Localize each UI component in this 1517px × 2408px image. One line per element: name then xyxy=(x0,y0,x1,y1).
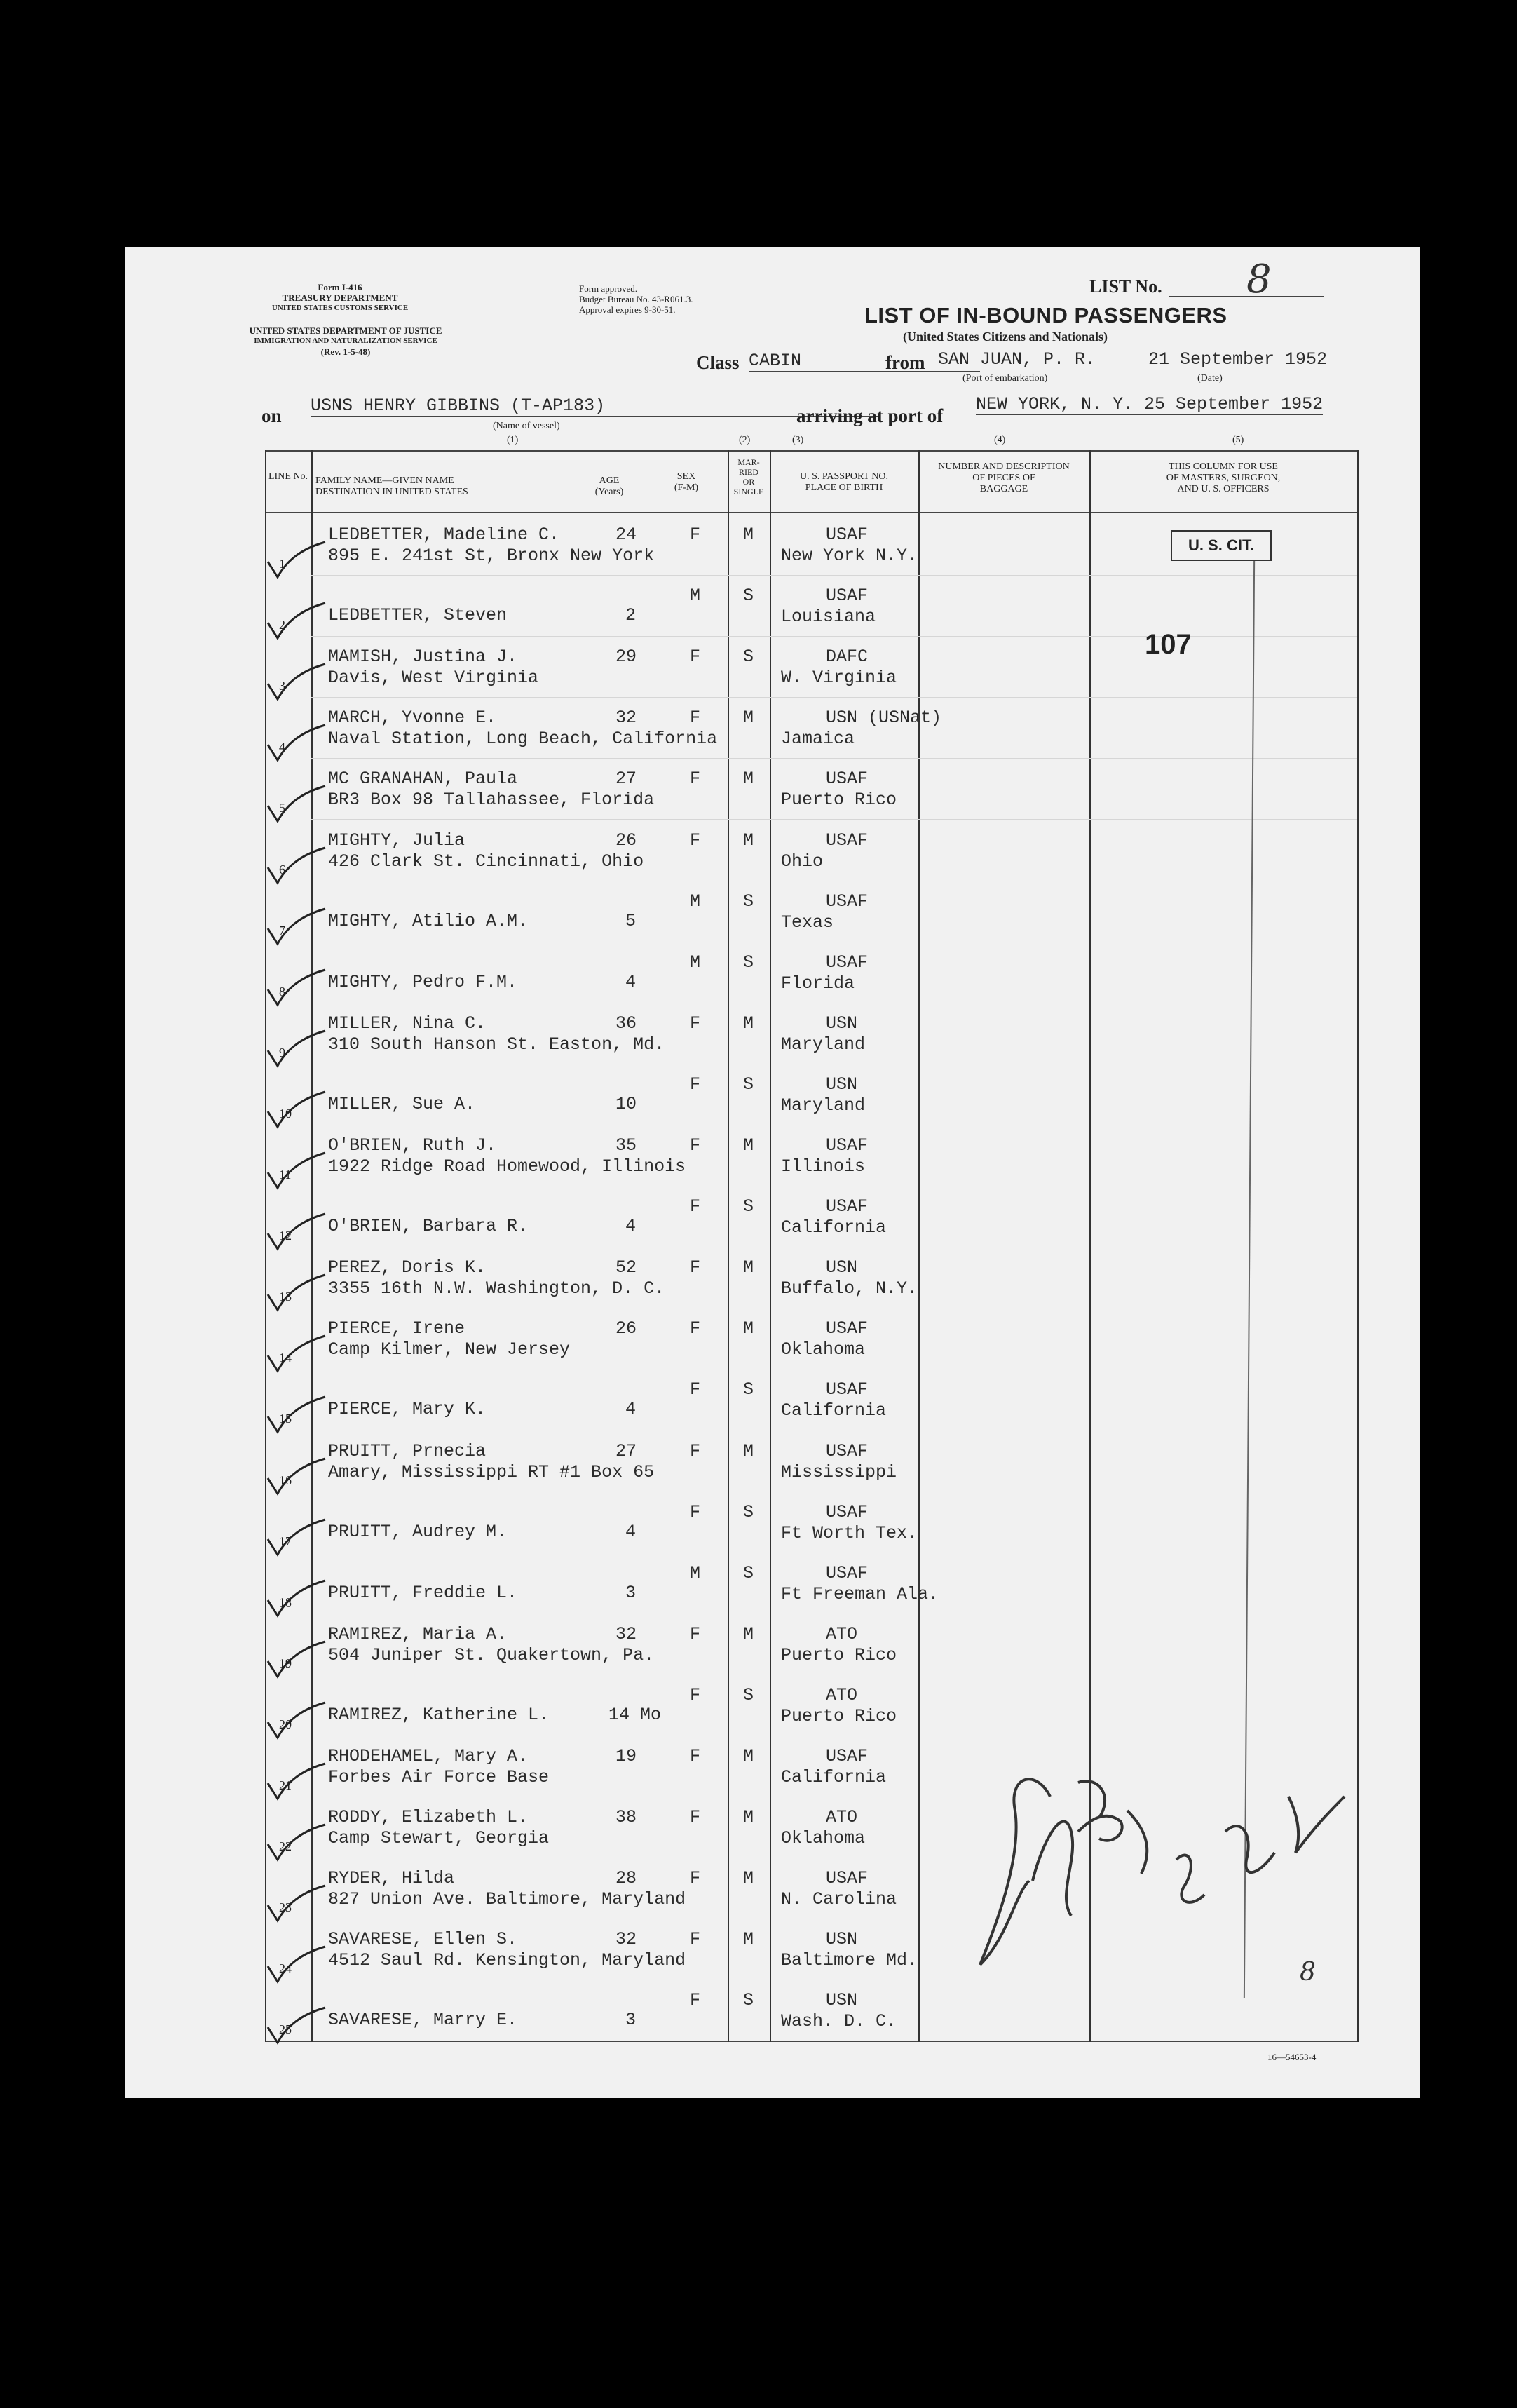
passenger-destination: 827 Union Ave. Baltimore, Maryland xyxy=(328,1889,686,1910)
passenger-destination: 895 E. 241st St, Bronx New York xyxy=(328,546,655,566)
passenger-sex: F xyxy=(690,1746,701,1766)
line-number: 17 xyxy=(279,1534,292,1548)
place-of-birth: N. Carolina xyxy=(781,1889,897,1910)
passport-agency: USN xyxy=(826,1929,858,1950)
passport-agency: USAF xyxy=(826,586,869,607)
marital-status: S xyxy=(743,1074,754,1095)
from-value: SAN JUAN, P. R. xyxy=(938,349,1180,370)
passenger-sex: F xyxy=(690,1379,701,1400)
col-num-4: (4) xyxy=(994,435,1006,445)
port-caption: (Port of embarkation) xyxy=(962,373,1048,384)
marital-status: M xyxy=(743,830,754,851)
passenger-name: MAMISH, Justina J. xyxy=(328,647,518,668)
passport-agency: ATO xyxy=(826,1684,858,1705)
passenger-age: 27 xyxy=(615,1440,637,1461)
place-of-birth: Ft Worth Tex. xyxy=(781,1522,918,1543)
passenger-name: MIGHTY, Atilio A.M. xyxy=(328,910,529,931)
table-row xyxy=(125,1614,1359,1675)
place-of-birth: Jamaica xyxy=(781,729,855,750)
passport-agency: USN xyxy=(826,1013,858,1034)
marital-status: M xyxy=(743,1623,754,1644)
passenger-sex: F xyxy=(690,647,701,668)
passenger-sex: F xyxy=(690,769,701,790)
passenger-destination: 4512 Saul Rd. Kensington, Maryland xyxy=(328,1950,686,1971)
from-label: from xyxy=(885,352,925,373)
passenger-sex: F xyxy=(690,830,701,851)
arrival-value xyxy=(976,394,1323,415)
line-number: 20 xyxy=(279,1717,292,1731)
passport-agency: DAFC xyxy=(826,647,869,668)
col-header-name: FAMILY NAME—GIVEN NAME DESTINATION IN UNITED STATES xyxy=(315,475,468,497)
passport-agency: USN (USNat) xyxy=(826,708,942,729)
form-code: 16—54653-4 xyxy=(1267,2052,1317,2062)
line-number: 8 xyxy=(279,984,285,999)
line-number: 24 xyxy=(279,1961,292,1976)
table-row xyxy=(125,576,1359,637)
passenger-name: MIGHTY, Julia xyxy=(328,830,465,851)
passenger-sex: F xyxy=(690,1684,701,1705)
passport-agency: USAF xyxy=(826,1135,869,1156)
col-num-5: (5) xyxy=(1232,435,1244,445)
passenger-age: 27 xyxy=(615,769,637,790)
marital-status: M xyxy=(743,1807,754,1828)
passenger-age: 32 xyxy=(615,708,637,729)
place-of-birth: Florida xyxy=(781,973,855,994)
line-number: 25 xyxy=(279,2022,292,2037)
line-number: 21 xyxy=(279,1778,292,1792)
passenger-name: RAMIREZ, Maria A. xyxy=(328,1623,508,1644)
passenger-age: 26 xyxy=(615,1318,637,1339)
passenger-age: 3 xyxy=(625,1582,637,1603)
marital-status: S xyxy=(743,1501,754,1522)
passenger-sex: M xyxy=(690,586,701,607)
passenger-name: MC GRANAHAN, Paula xyxy=(328,769,518,790)
line-number: 19 xyxy=(279,1656,292,1670)
page-subtitle: (United States Citizens and Nationals) xyxy=(903,330,1108,344)
date-value xyxy=(1148,349,1327,370)
passenger-sex: F xyxy=(690,1623,701,1644)
passenger-name: PEREZ, Doris K. xyxy=(328,1257,487,1278)
on-label: on xyxy=(261,405,282,426)
inspector-signature xyxy=(966,1754,1359,1986)
form-number: Form I-416 xyxy=(318,282,362,292)
passenger-sex: F xyxy=(690,1074,701,1095)
place-of-birth: Puerto Rico xyxy=(781,1705,897,1726)
passport-agency: USAF xyxy=(826,830,869,851)
marital-status: S xyxy=(743,1196,754,1217)
revision: (Rev. 1-5-48) xyxy=(320,346,371,357)
passenger-name: MIGHTY, Pedro F.M. xyxy=(328,971,518,992)
line-number: 16 xyxy=(279,1473,292,1487)
col-header-line: LINE No. xyxy=(268,471,308,482)
approval-line: Budget Bureau No. 43-R061.3. xyxy=(579,294,693,304)
doj-block xyxy=(247,325,444,357)
passenger-age: 24 xyxy=(615,525,637,545)
passenger-sex: F xyxy=(690,1990,701,2011)
marital-status: S xyxy=(743,586,754,607)
passenger-age: 4 xyxy=(625,1521,637,1542)
line-number: 12 xyxy=(279,1229,292,1243)
passenger-age: 32 xyxy=(615,1623,637,1644)
passport-agency: USAF xyxy=(826,1868,869,1889)
passenger-name: RODDY, Elizabeth L. xyxy=(328,1807,529,1828)
place-of-birth: California xyxy=(781,1767,887,1787)
passenger-destination: 1922 Ridge Road Homewood, Illinois xyxy=(328,1156,686,1177)
passenger-age: 10 xyxy=(615,1093,637,1114)
passenger-age: 36 xyxy=(615,1013,637,1034)
passenger-sex: F xyxy=(690,1929,701,1950)
table-row xyxy=(125,1675,1359,1736)
marital-status: M xyxy=(743,1257,754,1278)
marital-status: S xyxy=(743,1562,754,1583)
passenger-destination: 3355 16th N.W. Washington, D. C. xyxy=(328,1278,665,1299)
passenger-name: PIERCE, Mary K. xyxy=(328,1399,487,1420)
date-caption: (Date) xyxy=(1197,373,1223,384)
check-mark-icon xyxy=(265,2006,328,2048)
passenger-name: RHODEHAMEL, Mary A. xyxy=(328,1746,529,1766)
marital-status: S xyxy=(743,952,754,973)
approval-line: Form approved. xyxy=(579,283,638,294)
passenger-sex: F xyxy=(690,1257,701,1278)
passenger-sex: F xyxy=(690,1868,701,1889)
place-of-birth: Puerto Rico xyxy=(781,1644,897,1665)
place-of-birth: W. Virginia xyxy=(781,668,897,689)
passport-agency: ATO xyxy=(826,1623,858,1644)
table-row xyxy=(125,1003,1359,1064)
passport-agency: USAF xyxy=(826,1501,869,1522)
passenger-age: 35 xyxy=(615,1135,637,1156)
passenger-name: PRUITT, Freddie L. xyxy=(328,1582,518,1603)
passenger-age: 38 xyxy=(615,1807,637,1828)
line-number: 6 xyxy=(279,862,285,877)
place-of-birth: Louisiana xyxy=(781,607,876,628)
passenger-age: 28 xyxy=(615,1868,637,1889)
line-number: 3 xyxy=(279,679,285,694)
col-header-sex: SEX (F-M) xyxy=(674,471,699,493)
passenger-name: RYDER, Hilda xyxy=(328,1868,455,1889)
manifest-page xyxy=(125,247,1420,2098)
passenger-sex: F xyxy=(690,1013,701,1034)
table-row xyxy=(125,1125,1359,1186)
class-value: CABIN xyxy=(749,351,980,372)
line-number: 1 xyxy=(279,557,285,571)
passenger-destination: Naval Station, Long Beach, California xyxy=(328,729,718,750)
table-row xyxy=(125,1369,1359,1430)
passenger-sex: F xyxy=(690,1135,701,1156)
vessel-caption: (Name of vessel) xyxy=(493,421,560,431)
passenger-age: 32 xyxy=(615,1929,637,1950)
marital-status: M xyxy=(743,1135,754,1156)
place-of-birth: Ft Freeman Ala. xyxy=(781,1583,939,1604)
ins-title: IMMIGRATION AND NATURALIZATION SERVICE xyxy=(254,337,437,345)
table-row xyxy=(125,881,1359,942)
passenger-name: RAMIREZ, Katherine L. xyxy=(328,1704,550,1725)
passport-agency: USAF xyxy=(826,1379,869,1400)
passport-agency: USAF xyxy=(826,769,869,790)
marital-status: M xyxy=(743,708,754,729)
passenger-name: PIERCE, Irene xyxy=(328,1318,465,1339)
place-of-birth: Ohio xyxy=(781,851,824,872)
arrival-year: 52 xyxy=(1302,394,1324,414)
passenger-name: MILLER, Sue A. xyxy=(328,1093,476,1114)
col-header-married: MAR- RIED OR SINGLE xyxy=(733,457,764,496)
col-num-2: (2) xyxy=(739,435,751,445)
passport-agency: USAF xyxy=(826,1746,869,1766)
passenger-name: PRUITT, Audrey M. xyxy=(328,1521,508,1542)
passenger-destination: Forbes Air Force Base xyxy=(328,1767,550,1787)
passenger-name: SAVARESE, Ellen S. xyxy=(328,1929,518,1950)
table-row xyxy=(125,1980,1359,2041)
passenger-destination: Camp Kilmer, New Jersey xyxy=(328,1339,571,1360)
table-row xyxy=(125,820,1359,881)
passenger-sex: F xyxy=(690,1318,701,1339)
passenger-name: PRUITT, Prnecia xyxy=(328,1440,487,1461)
marital-status: M xyxy=(743,1929,754,1950)
passenger-age: 26 xyxy=(615,830,637,851)
table-row xyxy=(125,1553,1359,1614)
form-service: UNITED STATES CUSTOMS SERVICE xyxy=(271,304,409,312)
line-number: 10 xyxy=(279,1106,292,1121)
table-row xyxy=(125,1492,1359,1553)
passenger-age: 4 xyxy=(625,971,637,992)
passenger-sex: M xyxy=(690,1562,701,1583)
place-of-birth: Oklahoma xyxy=(781,1339,866,1360)
place-of-birth: Maryland xyxy=(781,1034,866,1055)
passport-agency: ATO xyxy=(826,1807,858,1828)
place-of-birth: Maryland xyxy=(781,1095,866,1116)
passport-agency: USAF xyxy=(826,525,869,545)
table-row xyxy=(125,1064,1359,1125)
line-number: 14 xyxy=(279,1351,292,1365)
line-number: 15 xyxy=(279,1412,292,1426)
form-block xyxy=(259,282,421,313)
marital-status: S xyxy=(743,1379,754,1400)
table-row xyxy=(125,759,1359,820)
passenger-age: 5 xyxy=(625,910,637,931)
marital-status: S xyxy=(743,1990,754,2011)
passenger-name: SAVARESE, Marry E. xyxy=(328,2010,518,2031)
passenger-sex: F xyxy=(690,1807,701,1828)
marital-status: M xyxy=(743,1318,754,1339)
line-number: 2 xyxy=(279,618,285,633)
passenger-name: O'BRIEN, Ruth J. xyxy=(328,1135,497,1156)
passport-agency: USAF xyxy=(826,1318,869,1339)
passport-agency: USN xyxy=(826,1257,858,1278)
passenger-name: MILLER, Nina C. xyxy=(328,1013,487,1034)
passenger-age: 19 xyxy=(615,1746,637,1766)
date-year: 52 xyxy=(1306,349,1328,370)
marital-status: M xyxy=(743,1746,754,1766)
place-of-birth: Illinois xyxy=(781,1156,866,1177)
passenger-sex: F xyxy=(690,708,701,729)
passenger-sex: M xyxy=(690,952,701,973)
passenger-age: 2 xyxy=(625,605,637,626)
list-no-label: LIST No. xyxy=(1089,276,1162,297)
line-number: 11 xyxy=(279,1168,292,1182)
passenger-destination: Amary, Mississippi RT #1 Box 65 xyxy=(328,1461,655,1482)
passenger-sex: M xyxy=(690,891,701,912)
table-row xyxy=(125,1431,1359,1492)
line-number: 22 xyxy=(279,1839,292,1854)
place-of-birth: Mississippi xyxy=(781,1461,897,1482)
passenger-sex: F xyxy=(690,1501,701,1522)
marital-status: S xyxy=(743,1684,754,1705)
marital-status: S xyxy=(743,647,754,668)
passport-agency: USAF xyxy=(826,1196,869,1217)
line-number: 18 xyxy=(279,1595,292,1609)
passport-agency: USAF xyxy=(826,891,869,912)
passport-agency: USAF xyxy=(826,1562,869,1583)
class-label: Class xyxy=(696,352,740,373)
passenger-name: LEDBETTER, Steven xyxy=(328,605,508,626)
passenger-destination: Camp Stewart, Georgia xyxy=(328,1828,550,1849)
arriving-label: arriving at port of xyxy=(796,405,944,426)
place-of-birth: Oklahoma xyxy=(781,1828,866,1849)
passenger-age: 29 xyxy=(615,647,637,668)
count-stamp: 107 xyxy=(1145,629,1192,660)
doj-title: UNITED STATES DEPARTMENT OF JUSTICE xyxy=(249,325,442,336)
col-header-baggage: NUMBER AND DESCRIPTION OF PIECES OF BAGGAGE xyxy=(938,461,1070,494)
table-row xyxy=(125,698,1359,759)
passenger-age: 4 xyxy=(625,1216,637,1237)
table-row xyxy=(125,1186,1359,1247)
table-row xyxy=(125,1308,1359,1369)
header-bottom-rule xyxy=(265,512,1359,513)
passenger-destination: 504 Juniper St. Quakertown, Pa. xyxy=(328,1644,655,1665)
passenger-destination: 310 South Hanson St. Easton, Md. xyxy=(328,1034,665,1055)
marital-status: M xyxy=(743,1013,754,1034)
arrival-text: NEW YORK, N. Y. 25 September 19 xyxy=(976,394,1302,414)
passenger-sex: F xyxy=(690,1440,701,1461)
passenger-age: 4 xyxy=(625,1399,637,1420)
passenger-destination: Davis, West Virginia xyxy=(328,668,539,689)
place-of-birth: Wash. D. C. xyxy=(781,2011,897,2032)
line-number: 23 xyxy=(279,1900,292,1915)
approval-line: Approval expires 9-30-51. xyxy=(579,304,676,315)
line-number: 13 xyxy=(279,1290,292,1304)
date-text: 21 September 19 xyxy=(1148,349,1307,370)
form-department: TREASURY DEPARTMENT xyxy=(282,292,398,303)
line-number: 5 xyxy=(279,801,285,816)
marital-status: M xyxy=(743,1440,754,1461)
line-number: 9 xyxy=(279,1045,285,1060)
table-row xyxy=(125,1247,1359,1308)
passenger-name: LEDBETTER, Madeline C. xyxy=(328,525,560,545)
page-title: LIST OF IN-BOUND PASSENGERS xyxy=(864,303,1227,327)
passenger-sex: F xyxy=(690,525,701,545)
passport-agency: USAF xyxy=(826,1440,869,1461)
line-number: 4 xyxy=(279,740,285,755)
us-citizen-stamp: U. S. CIT. xyxy=(1171,530,1272,561)
vessel-col-num: (1) xyxy=(507,435,519,445)
col-num-3: (3) xyxy=(792,435,804,445)
list-no-value: 8 xyxy=(1246,257,1272,302)
place-of-birth: California xyxy=(781,1217,887,1238)
marital-status: M xyxy=(743,525,754,545)
place-of-birth: Buffalo, N.Y. xyxy=(781,1278,918,1299)
passenger-destination: 426 Clark St. Cincinnati, Ohio xyxy=(328,851,644,872)
passenger-destination: BR3 Box 98 Tallahassee, Florida xyxy=(328,790,655,811)
place-of-birth: Puerto Rico xyxy=(781,790,897,811)
marital-status: M xyxy=(743,1868,754,1889)
passport-agency: USN xyxy=(826,1990,858,2011)
margin-mark: 8 xyxy=(1300,1958,1316,1987)
passport-agency: USAF xyxy=(826,952,869,973)
passenger-name: MARCH, Yvonne E. xyxy=(328,708,497,729)
col-header-officers: THIS COLUMN FOR USE OF MASTERS, SURGEON, AND U. S. OFFICERS xyxy=(1166,461,1281,494)
table-top-rule xyxy=(265,450,1359,452)
vessel-value: USNS HENRY GIBBINS (T-AP183) xyxy=(311,395,878,417)
place-of-birth: California xyxy=(781,1400,887,1421)
passenger-name: O'BRIEN, Barbara R. xyxy=(328,1216,529,1237)
col-header-age: AGE (Years) xyxy=(594,475,624,497)
line-number: 7 xyxy=(279,923,285,938)
place-of-birth: Texas xyxy=(781,912,834,933)
col-header-passport: U. S. PASSPORT NO. PLACE OF BIRTH xyxy=(800,471,888,493)
passenger-age: 3 xyxy=(625,2010,637,2031)
approval-block xyxy=(579,283,693,315)
passenger-age: 14 Mo xyxy=(608,1704,662,1725)
marital-status: S xyxy=(743,891,754,912)
passenger-sex: F xyxy=(690,1196,701,1217)
passenger-age: 52 xyxy=(615,1257,637,1278)
passport-agency: USN xyxy=(826,1074,858,1095)
marital-status: M xyxy=(743,769,754,790)
place-of-birth: New York N.Y. xyxy=(781,546,918,566)
table-row xyxy=(125,942,1359,1003)
place-of-birth: Baltimore Md. xyxy=(781,1950,918,1971)
